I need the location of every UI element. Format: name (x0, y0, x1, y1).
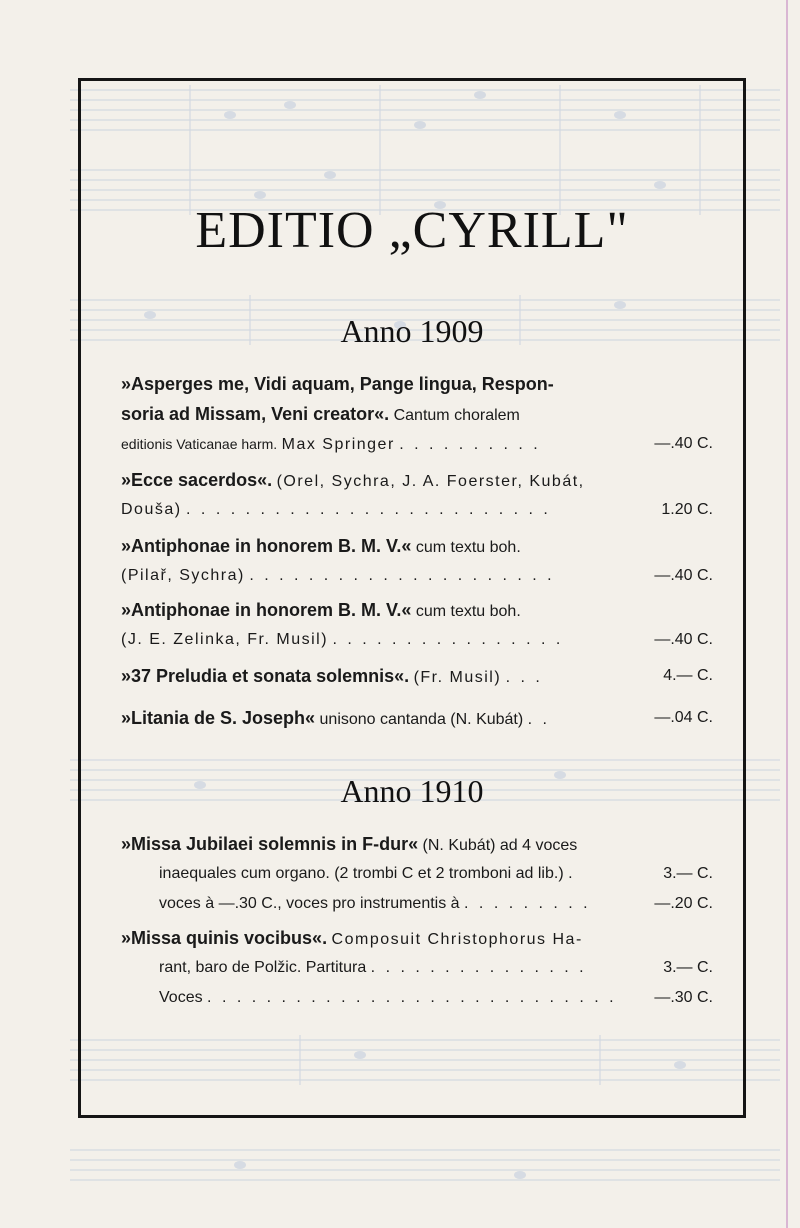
catalog-entry (121, 531, 713, 591)
entry-title: »Missa quinis vocibus«. (121, 928, 328, 948)
entry-desc: cum textu boh. (415, 539, 521, 556)
entry-price: —.40 C. (654, 567, 713, 584)
entry-title-cont: soria ad Missam, Veni creator«. (121, 404, 390, 424)
entry-price: 4.— C. (663, 667, 713, 684)
entry-price: —.20 C. (654, 895, 713, 912)
entry-price: —.04 C. (654, 709, 713, 726)
entry-price: —.30 C. (654, 989, 713, 1006)
entry-desc: Voces (159, 989, 203, 1006)
section-year-1910: Anno 1910 (340, 773, 484, 809)
leader-dots: . . . . . . . . . . . . . . . (370, 959, 587, 976)
catalog-entry (121, 829, 713, 919)
entry-desc: (Fr. Musil) (413, 669, 502, 686)
catalog-entry (121, 595, 713, 655)
leader-dots: . . . . . . . . . . . . . . . . (332, 631, 564, 648)
entry-desc: cum textu boh. (415, 603, 521, 620)
entry-desc: (Pilař, Sychra) (121, 567, 245, 584)
entry-desc: unisono cantanda (N. Kubát) (319, 711, 524, 728)
page-edge (786, 0, 788, 1228)
leader-dots: . . (527, 711, 550, 728)
entry-desc: Composuit Christophorus Ha- (331, 931, 583, 948)
entry-desc: (N. Kubát) ad 4 voces (422, 837, 578, 854)
entry-desc: voces à —.30 C., voces pro instrumentis à (159, 895, 460, 912)
entry-title: »37 Preludia et sonata solemnis«. (121, 666, 410, 686)
section-year-1909: Anno 1909 (340, 313, 484, 349)
leader-dots: . . . (505, 669, 543, 686)
entry-price: —.40 C. (654, 435, 713, 452)
entry-title: »Asperges me, Vidi aquam, Pange lingua, Respon- (121, 374, 554, 394)
catalog-entry (121, 465, 713, 525)
leader-dots: . . . . . . . . . . . . . . . . . . . . . (249, 567, 555, 584)
entry-desc: (Orel, Sychra, J. A. Foerster, Kubát, (276, 473, 585, 490)
leader-dots: . (568, 865, 576, 882)
entry-title: »Antiphonae in honorem B. M. V.« (121, 536, 412, 556)
entry-title: »Antiphonae in honorem B. M. V.« (121, 600, 412, 620)
entry-title: »Missa Jubilaei solemnis in F-dur« (121, 834, 419, 854)
entry-price: 1.20 C. (661, 501, 713, 518)
leader-dots: . . . . . . . . . . (399, 436, 541, 453)
entry-desc: (J. E. Zelinka, Fr. Musil) (121, 631, 329, 648)
entry-price: —.40 C. (654, 631, 713, 648)
entry-desc: inaequales cum organo. (2 trombi C et 2 tromboni ad lib.) (159, 865, 564, 882)
leader-dots: . . . . . . . . . . . . . . . . . . . . . . . . . (186, 501, 551, 518)
entry-price: 3.— C. (663, 959, 713, 976)
entry-title: »Ecce sacerdos«. (121, 470, 273, 490)
catalog-entry (121, 923, 713, 1013)
catalog-frame (78, 78, 746, 1118)
catalog-entry (121, 703, 713, 733)
leader-dots: . . . . . . . . . . . . . . . . . . . . . . . . . . . . (207, 989, 617, 1006)
entry-desc: Douša) (121, 501, 182, 518)
entry-desc: rant, baro de Polžic. Partitura (159, 959, 367, 976)
leader-dots: . . . . . . . . . (464, 895, 591, 912)
page-title: EDITIO „CYRILL" (195, 202, 629, 259)
catalog-entry (121, 661, 713, 691)
entry-author: Max Springer (281, 436, 395, 453)
entry-price: 3.— C. (663, 865, 713, 882)
catalog-entry (121, 369, 713, 459)
entry-desc: editionis Vaticanae harm. (121, 436, 278, 452)
entry-desc: Cantum choralem (393, 407, 520, 424)
entry-title: »Litania de S. Joseph« (121, 708, 316, 728)
